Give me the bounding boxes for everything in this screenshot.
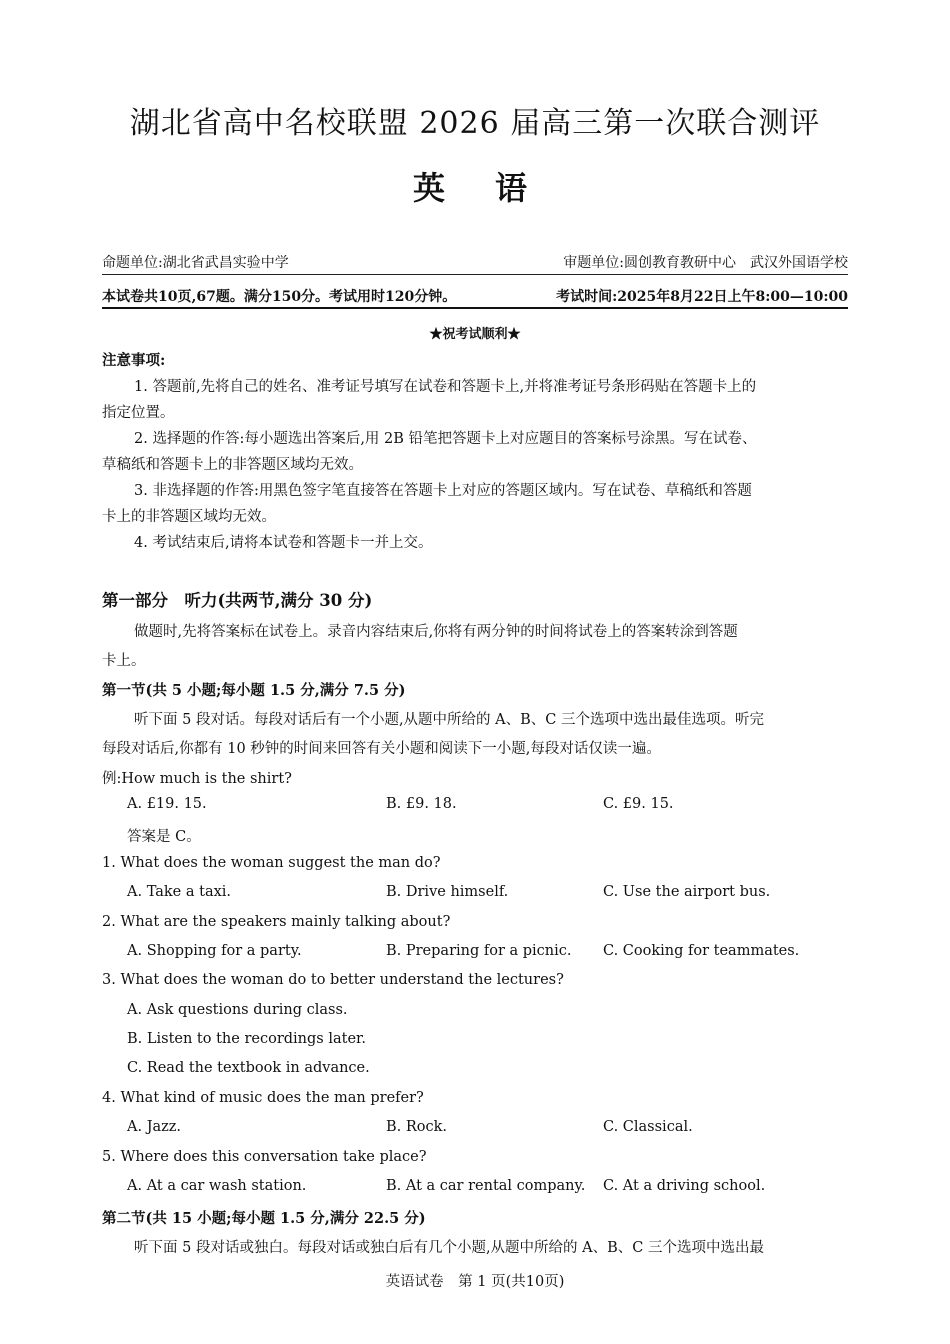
q5-option-a: A. At a car wash station. (127, 1178, 307, 1194)
question-3: 3. What does the woman do to better understand the lectures? (102, 972, 564, 988)
note-2b: 草稿纸和答题卡上的非答题区域均无效。 (102, 457, 363, 473)
question-1: 1. What does the woman suggest the man do? (102, 855, 441, 871)
question-2: 2. What are the speakers mainly talking about? (102, 914, 451, 930)
example-option-b: B. £9. 18. (386, 796, 457, 812)
section1-intro-a: 听下面 5 段对话。每段对话后有一个小题,从题中所给的 A、B、C 三个选项中选出最佳选项。听完 (134, 712, 764, 728)
example-option-c: C. £9. 15. (603, 796, 674, 812)
q3-option-b: B. Listen to the recordings later. (127, 1031, 366, 1047)
wish-banner: ★祝考试顺利★ (429, 327, 521, 342)
section2-heading: 第二节(共 15 小题;每小题 1.5 分,满分 22.5 分) (102, 1210, 426, 1227)
example-answer: 答案是 C。 (127, 829, 201, 845)
q5-option-c: C. At a driving school. (603, 1178, 766, 1194)
example-option-a: A. £19. 15. (127, 796, 207, 812)
part1-heading: 第一部分 听力(共两节,满分 30 分) (102, 591, 373, 610)
section1-heading: 第一节(共 5 小题;每小题 1.5 分,满分 7.5 分) (102, 682, 406, 699)
note-3b: 卡上的非答题区域均无效。 (102, 509, 276, 525)
note-1a: 1. 答题前,先将自己的姓名、准考证号填写在试卷和答题卡上,并将准考证号条形码贴在答题卡上的 (134, 379, 757, 395)
q2-option-a: A. Shopping for a party. (127, 943, 302, 959)
divider-thin (102, 274, 848, 275)
section2-intro: 听下面 5 段对话或独白。每段对话或独白后有几个小题,从题中所给的 A、B、C 三个选项中选出最 (134, 1240, 764, 1256)
q1-option-c: C. Use the airport bus. (603, 884, 771, 900)
reviewer: 审题单位:圆创教育教研中心 武汉外国语学校 (563, 255, 848, 271)
q3-option-c: C. Read the textbook in advance. (127, 1060, 370, 1076)
q2-option-c: C. Cooking for teammates. (603, 943, 800, 959)
question-5: 5. Where does this conversation take place? (102, 1149, 427, 1165)
proposer: 命题单位:湖北省武昌实验中学 (102, 255, 289, 271)
exam-info: 本试卷共10页,67题。满分150分。考试用时120分钟。 (102, 289, 457, 305)
note-1b: 指定位置。 (102, 405, 175, 421)
divider-thick (102, 307, 848, 309)
q4-option-a: A. Jazz. (127, 1119, 182, 1135)
note-4: 4. 考试结束后,请将本试卷和答题卡一并上交。 (134, 535, 433, 551)
part1-intro-a: 做题时,先将答案标在试卷上。录音内容结束后,你将有两分钟的时间将试卷上的答案转涂到答题 (134, 624, 738, 640)
question-4: 4. What kind of music does the man prefer? (102, 1090, 424, 1106)
q4-option-b: B. Rock. (386, 1119, 448, 1135)
q2-option-b: B. Preparing for a picnic. (386, 943, 572, 959)
section1-intro-b: 每段对话后,你都有 10 秒钟的时间来回答有关小题和阅读下一小题,每段对话仅读一遍。 (102, 741, 661, 757)
example-question: 例:How much is the shirt? (102, 771, 292, 787)
exam-title: 湖北省高中名校联盟 2026 届高三第一次联合测评 (129, 106, 821, 141)
note-2a: 2. 选择题的作答:每小题选出答案后,用 2B 铅笔把答题卡上对应题目的答案标号涂黑。写在试卷、 (134, 431, 757, 447)
q4-option-c: C. Classical. (603, 1119, 693, 1135)
subject-title: 英语 (412, 169, 577, 207)
notes-heading: 注意事项: (102, 352, 166, 369)
q3-option-a: A. Ask questions during class. (127, 1002, 348, 1018)
exam-time: 考试时间:2025年8月22日上午8:00—10:00 (556, 289, 848, 305)
page-footer: 英语试卷 第 1 页(共10页) (385, 1274, 565, 1290)
q5-option-b: B. At a car rental company. (386, 1178, 586, 1194)
q1-option-b: B. Drive himself. (386, 884, 509, 900)
q1-option-a: A. Take a taxi. (127, 884, 232, 900)
note-3a: 3. 非选择题的作答:用黑色签字笔直接答在答题卡上对应的答题区域内。写在试卷、草稿纸和答题 (134, 483, 752, 499)
part1-intro-b: 卡上。 (102, 653, 146, 669)
